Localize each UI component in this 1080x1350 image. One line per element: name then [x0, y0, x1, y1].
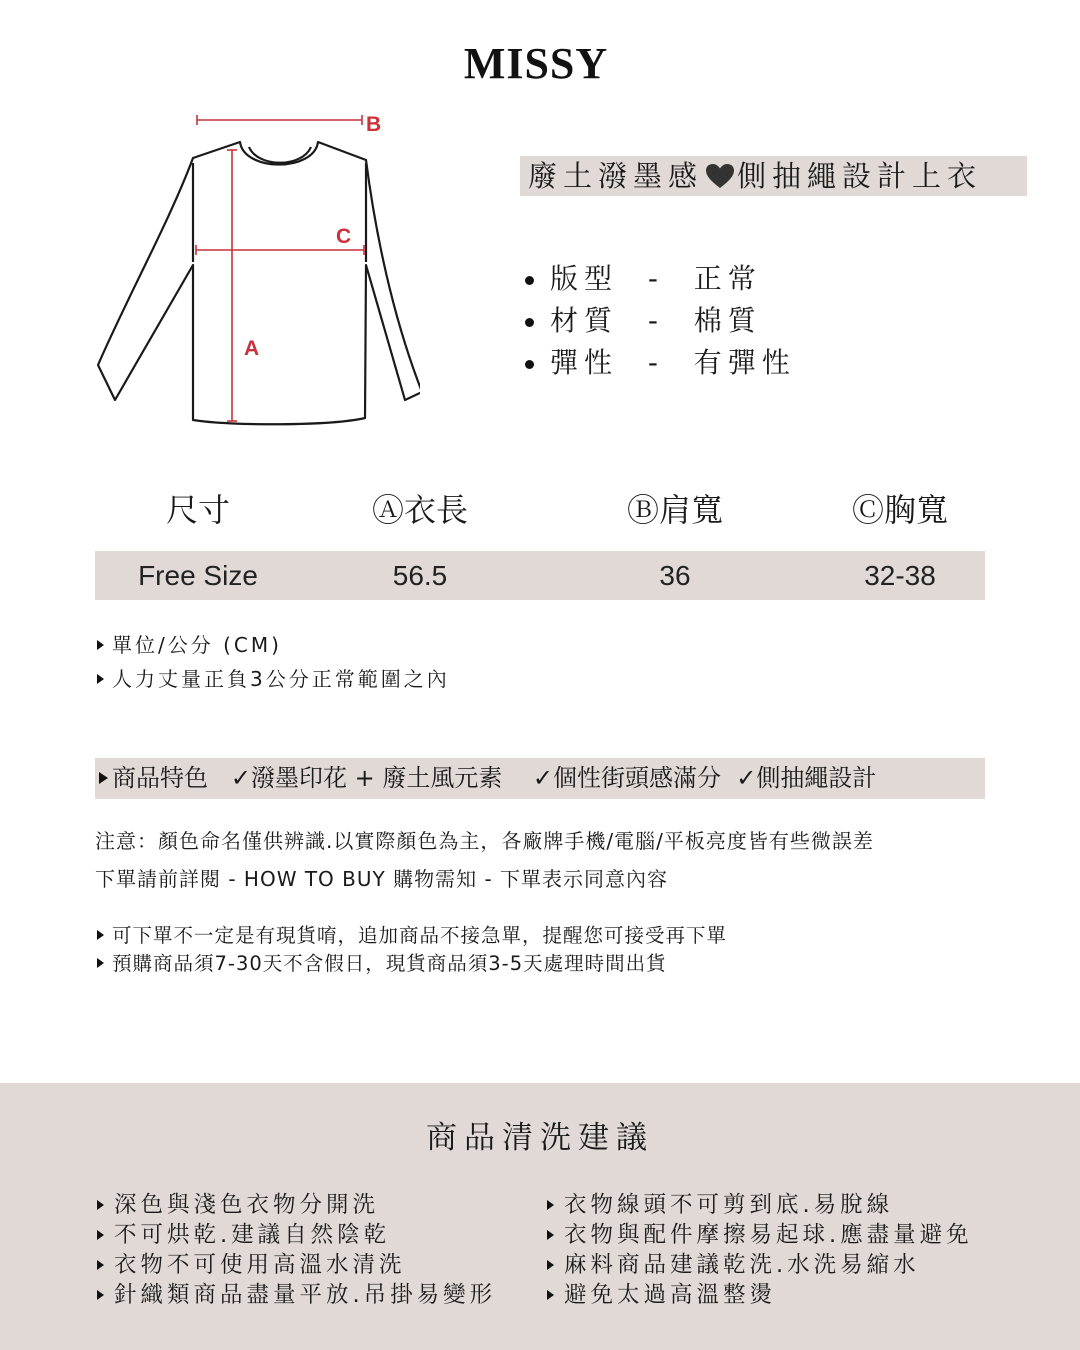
caution-line: 注意：顏色命名僅供辨識.以實際顏色為主，各廠牌手機/電腦/平板亮度皆有些微誤差: [95, 829, 874, 853]
size-header-length: Ⓐ衣長: [371, 491, 468, 529]
triangle-bullet-icon: [97, 958, 104, 968]
caution-line: 下單請前詳閱 - HOW TO BUY 購物需知 - 下單表示同意內容: [95, 867, 669, 891]
triangle-bullet-icon: [547, 1290, 554, 1300]
bullet-icon: [525, 318, 534, 327]
triangle-bullet-icon: [547, 1200, 554, 1210]
triangle-bullet-icon: [97, 1260, 104, 1270]
spec-label: 彈性: [550, 346, 619, 379]
bullet-icon: [525, 360, 534, 369]
triangle-bullet-icon: [99, 772, 108, 784]
spec-value: 棉質: [693, 304, 762, 337]
product-title: [520, 156, 1027, 196]
list-item: 針織類商品盡量平放.吊掛易變形: [97, 1280, 496, 1310]
garment-measurement-diagram: [90, 105, 420, 435]
feature-item: ✓潑墨印花 + 廢土風元素: [230, 764, 503, 792]
unit-note: 單位/公分 (CM): [97, 630, 282, 660]
size-cell-size: Free Size: [138, 560, 258, 591]
size-cell-length: 56.5: [392, 560, 448, 591]
wash-list-right: [547, 1190, 973, 1310]
triangle-bullet-icon: [547, 1260, 554, 1270]
brand-logo: MISSY: [463, 39, 609, 88]
spec-label: 版型: [550, 262, 619, 295]
triangle-bullet-icon: [97, 640, 104, 650]
wash-list-left: [97, 1190, 496, 1310]
feature-item: ✓側抽繩設計: [736, 764, 877, 792]
product-title-part1: 廢土潑墨感: [528, 159, 704, 193]
list-item: 深色與淺色衣物分開洗: [97, 1190, 496, 1220]
list-item: 衣物不可使用高溫水清洗: [97, 1250, 496, 1280]
list-item: 避免太過高溫整燙: [547, 1280, 973, 1310]
spec-item: [525, 258, 796, 300]
triangle-bullet-icon: [97, 930, 104, 940]
size-header-chest: Ⓒ胸寬: [851, 491, 948, 529]
heart-icon: [705, 163, 735, 189]
size-header-shoulder: Ⓑ肩寬: [626, 491, 723, 529]
tolerance-note: 人力丈量正負3公分正常範圍之內: [97, 664, 450, 694]
triangle-bullet-icon: [97, 1230, 104, 1240]
list-item: 衣物與配件摩擦易起球.應盡量避免: [547, 1220, 973, 1250]
spec-sep: -: [647, 262, 664, 295]
label-c: C: [336, 225, 352, 248]
product-title-part2: 側抽繩設計上衣: [737, 159, 983, 193]
features-bar: [95, 758, 985, 799]
list-item: 不可烘乾.建議自然陰乾: [97, 1220, 496, 1250]
spec-sep: -: [647, 346, 664, 379]
triangle-bullet-icon: [97, 674, 104, 684]
spec-value: 正常: [693, 262, 762, 295]
features-label: 商品特色: [112, 764, 208, 792]
order-note: 可下單不一定是有現貨唷，追加商品不接急單，提醒您可接受再下單: [97, 922, 727, 950]
spec-sep: -: [647, 304, 664, 337]
order-note: 預購商品須7-30天不含假日，現貨商品須3-5天處理時間出貨: [97, 950, 667, 978]
spec-item: [525, 342, 796, 384]
spec-item: [525, 300, 796, 342]
wash-title: 商品清洗建議: [426, 1120, 654, 1156]
spec-list: [525, 258, 796, 384]
spec-label: 材質: [550, 304, 619, 337]
feature-item: ✓個性街頭感滿分: [532, 764, 721, 792]
garment-outline: [98, 142, 420, 424]
size-cell-chest: 32-38: [864, 560, 936, 591]
list-item: 麻料商品建議乾洗.水洗易縮水: [547, 1250, 973, 1280]
label-b: B: [366, 113, 382, 136]
triangle-bullet-icon: [547, 1230, 554, 1240]
list-item: 衣物線頭不可剪到底.易脫線: [547, 1190, 973, 1220]
label-a: A: [244, 337, 260, 360]
spec-value: 有彈性: [693, 346, 796, 379]
triangle-bullet-icon: [97, 1290, 104, 1300]
size-header-size: 尺寸: [165, 491, 230, 529]
size-cell-shoulder: 36: [659, 560, 691, 591]
bullet-icon: [525, 276, 534, 285]
triangle-bullet-icon: [97, 1200, 104, 1210]
